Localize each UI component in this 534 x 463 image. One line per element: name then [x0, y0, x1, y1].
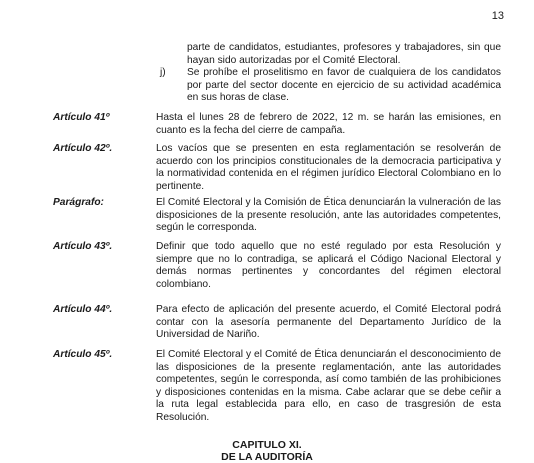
article-text: El Comité Electoral y la Comisión de Ética denunciarán la vulneración de las disposiciones de la presente resolución, ante las autoridades competentes, según le corresponda.: [156, 197, 501, 234]
article-label: Artículo 45º.: [53, 349, 113, 360]
list-item-letter: j): [160, 67, 166, 78]
chapter-subtitle: DE LA AUDITORÍA: [221, 451, 313, 463]
list-item-j: [160, 67, 501, 105]
article-42: [53, 143, 501, 193]
article-label: Artículo 41º: [53, 112, 110, 123]
article-text: El Comité Electoral y el Comité de Ética denunciarán el desconocimiento de las disposiciones de la presente reglamentación, ante las autoridades competentes, según le corresponda, así como también de las prohibiciones y disposiciones contenidas en la misma. Cabe aclarar que se debe ceñir a la ruta legal establecida para ello, en caso de trasgresión de esta Resolución.: [156, 349, 501, 423]
paragrafo: [53, 197, 501, 235]
article-41: [53, 112, 501, 137]
article-label: Artículo 43º.: [53, 241, 113, 252]
article-label: Parágrafo:: [53, 197, 104, 208]
article-text: Los vacíos que se presenten en esta reglamentación se resolverán de acuerdo con los principios constitucionales de la democracia participativa y la normatividad contenida en el régimen jurídico Electoral Colombiano en lo pertinente.: [156, 143, 501, 192]
continuation-paragraph: parte de candidatos, estudiantes, profesores y trabajadores, sin que hayan sido autorizadas por el Comité Electoral.: [187, 42, 501, 66]
article-43: [53, 241, 501, 291]
article-label: Artículo 44º.: [53, 304, 113, 315]
list-item-text: Se prohíbe el proselitismo en favor de cualquiera de los candidatos por parte del sector docente en ejercicio de su actividad académica en sus horas de clase.: [187, 67, 501, 104]
chapter-heading: [0, 439, 534, 463]
article-text: Hasta el lunes 28 de febrero de 2022, 12 m. se harán las emisiones, en cuanto es la fecha del cierre de campaña.: [156, 112, 501, 136]
article-label: Artículo 42º.: [53, 143, 113, 154]
chapter-title: CAPITULO XI.: [232, 439, 302, 451]
article-text: Para efecto de aplicación del presente acuerdo, el Comité Electoral podrá contar con la asesoría permanente del Departamento Jurídico de la Universidad de Nariño.: [156, 304, 501, 341]
article-44: [53, 304, 501, 342]
page-number: 13: [491, 10, 504, 22]
article-text: Definir que todo aquello que no esté regulado por esta Resolución y siempre que no lo contradiga, se aplicará el Código Nacional Electoral y demás normas pertinentes y concordantes del régimen electoral colombiano.: [156, 241, 501, 290]
article-45: [53, 349, 501, 425]
